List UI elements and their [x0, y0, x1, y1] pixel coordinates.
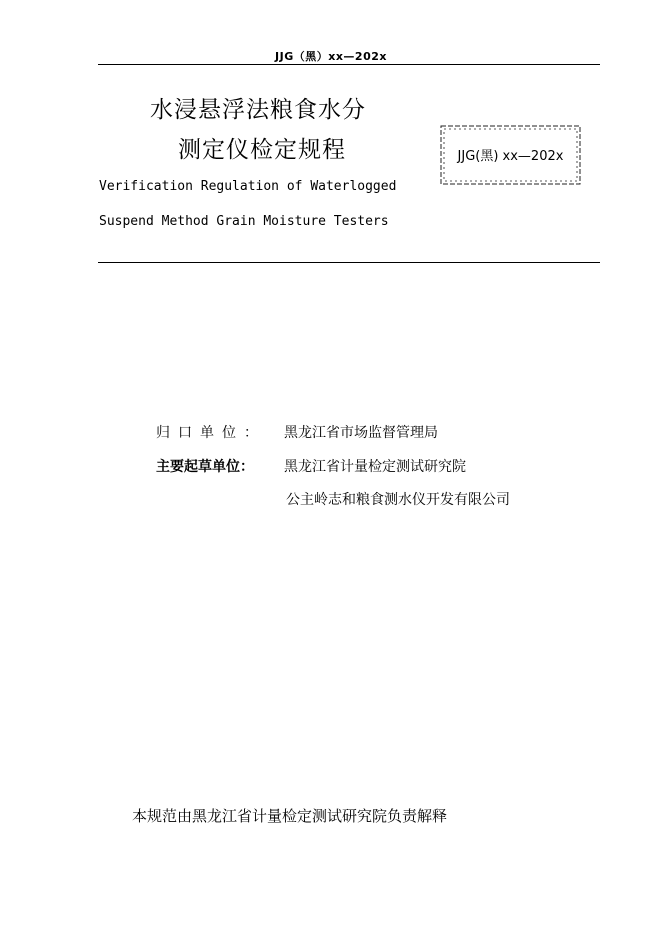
responsible-unit-label: 归口单位： — [156, 425, 266, 441]
drafting-unit-value-2: 公主岭志和粮食测水仪开发有限公司 — [286, 492, 510, 508]
interpretation-note: 本规范由黑龙江省计量检定测试研究院负责解释 — [132, 807, 448, 825]
code-box-text: JJG(黑) xx—202x — [457, 149, 564, 164]
title-divider-rule — [98, 262, 600, 263]
document-header-code: JJG（黑）xx—202x — [275, 50, 387, 63]
drafting-unit-label: 主要起草单位： — [156, 459, 254, 475]
responsible-unit-value: 黑龙江省市场监督管理局 — [284, 425, 438, 441]
english-title-line-2: Suspend Method Grain Moisture Testers — [99, 214, 389, 229]
chinese-title-line-2: 测定仪检定规程 — [178, 137, 346, 163]
drafting-unit-value-1: 黑龙江省计量检定测试研究院 — [284, 459, 466, 475]
chinese-title-line-1: 水浸悬浮法粮食水分 — [150, 97, 366, 123]
document-code-box — [439, 124, 582, 186]
english-title-line-1: Verification Regulation of Waterlogged — [99, 179, 397, 194]
header-rule — [98, 64, 600, 65]
